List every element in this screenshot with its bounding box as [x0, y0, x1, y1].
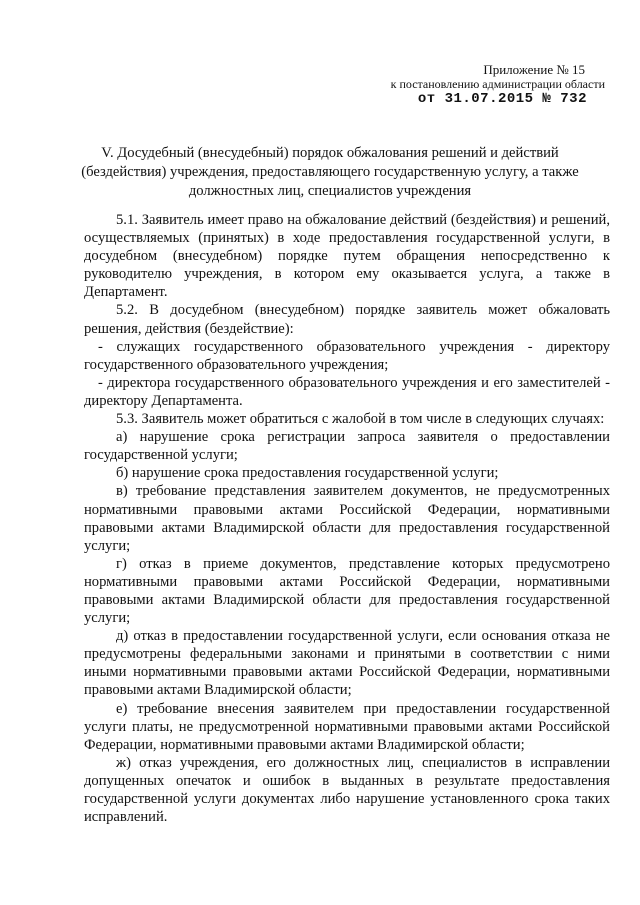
appendix-block [325, 62, 605, 107]
list-item-director: - директора государственного образовательного учреждения и его заместителей - директору Департамента. [84, 374, 610, 409]
paragraph-5-3: 5.3. Заявитель может обратиться с жалобой в том числе в следующих случаях: [116, 411, 605, 428]
case-item-a: а) нарушение срока регистрации запроса заявителя о предоставлении государственной услуги; [84, 429, 610, 464]
paragraph-5-1: 5.1. Заявитель имеет право на обжалование действий (бездействия) и решений, осуществляемых (принятых) в ходе предоставления государственной услуги, в досудебном (внесудебном) порядке путем обращения непосредственно к руководителю учреждения, в котором ему оказывается услуга, а также в Департамент. [84, 212, 610, 301]
document-body [84, 211, 610, 826]
appendix-date-stamp: от 31.07.2015 № 732 [417, 91, 587, 107]
section-heading: V. Досудебный (внесудебный) порядок обжалования решений и действий (бездействия) учреждения, предоставляющего государственную услугу, а также должностных лиц, специалистов учреждения [81, 145, 579, 199]
case-item-zh: ж) отказ учреждения, его должностных лиц, специалистов в исправлении допущенных опечаток и ошибок в выданных в результате предоставления государственной услуги документах либо нарушение установленного срока таких исправлений. [84, 754, 610, 826]
paragraph-5-2: 5.2. В досудебном (внесудебном) порядке заявитель может обжаловать решения, действия (бездействие): [84, 302, 610, 337]
list-item-employees: - служащих государственного образовательного учреждения - директору государственного образовательного учреждения; [84, 338, 610, 373]
case-item-e: е) требование внесения заявителем при предоставлении государственной услуги платы, не предусмотренной нормативными правовыми актами Российской Федерации, нормативными правовыми актами Владимирской области; [84, 700, 610, 753]
case-item-d: д) отказ в предоставлении государственной услуги, если основания отказа не предусмотрены федеральными законами и принятыми в соответствии с ними иными нормативными правовыми актами Российской Федерации, нормативными правовыми актами Владимирской области; [84, 628, 610, 699]
appendix-title: Приложение № 15 [483, 62, 585, 77]
appendix-subtitle: к постановлению администрации области [390, 77, 605, 91]
case-item-v: в) требование представления заявителем документов, не предусмотренных нормативными правовыми актами Российской Федерации, нормативными правовыми актами Владимирской области для предоставления государственной услуги; [84, 483, 610, 554]
case-item-b: б) нарушение срока предоставления государственной услуги; [116, 465, 499, 482]
case-item-g: г) отказ в приеме документов, представление которых предусмотрено нормативными правовыми актами Российской Федерации, нормативными правовыми актами Владимирской области для предоставления государственной услуги; [84, 555, 610, 627]
